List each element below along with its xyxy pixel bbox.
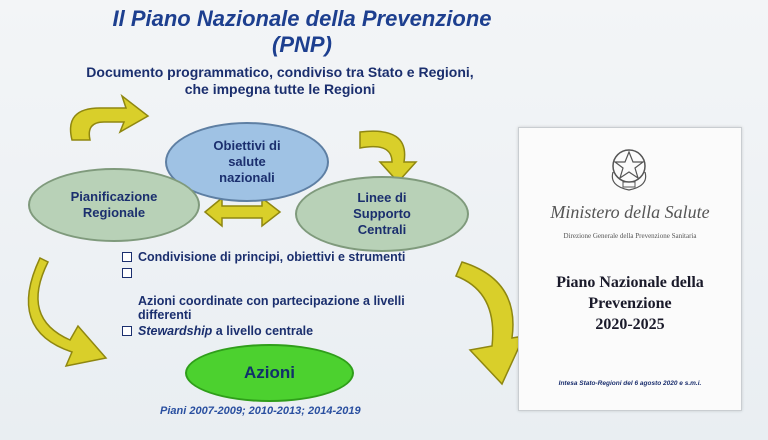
checkbox-icon xyxy=(122,252,132,262)
bullet-list xyxy=(120,250,470,340)
linee-ellipse xyxy=(295,176,469,252)
slide-title: Il Piano Nazionale della Prevenzione (PNP) xyxy=(112,6,492,57)
pianificazione-label: Pianificazione Regionale xyxy=(70,189,158,220)
double-arrow-icon xyxy=(205,198,280,226)
azioni-ellipse xyxy=(185,344,354,402)
bullet-item xyxy=(120,324,470,338)
checkbox-icon xyxy=(122,268,132,278)
document-cover xyxy=(518,127,742,411)
bullet-item xyxy=(120,250,470,264)
curved-arrow-icon xyxy=(71,96,148,140)
linee-label: Linee di Supporto Centrali xyxy=(353,190,411,237)
emblem-icon xyxy=(605,142,653,194)
checkbox-icon xyxy=(122,326,132,336)
bullet-text: a livello centrale xyxy=(212,324,314,338)
obiettivi-label: Obiettivi di salute nazionali xyxy=(213,138,281,185)
bullet-emphasis: Stewardship xyxy=(138,324,213,338)
curved-arrow-icon xyxy=(28,258,106,366)
pianificazione-ellipse xyxy=(28,168,200,242)
footer-note: Piani 2007-2009; 2010-2013; 2014-2019 xyxy=(160,405,361,417)
bullet-text: Condivisione di principi, obiettivi e strumenti xyxy=(138,250,406,264)
document-title: Piano Nazionale della Prevenzione 2020-2025 xyxy=(556,274,704,333)
intesa-note: Intesa Stato-Regioni del 6 agosto 2020 e s.m.i. xyxy=(558,380,702,387)
bullet-text: Azioni coordinate con partecipazione a livelli differenti xyxy=(138,294,405,322)
ministry-name: Ministero della Salute xyxy=(550,202,710,222)
bullet-item xyxy=(120,266,470,322)
department-name: Direzione Generale della Prevenzione Sanitaria xyxy=(563,232,697,240)
slide-subtitle: Documento programmatico, condiviso tra Stato e Regioni, che impegna tutte le Regioni xyxy=(86,64,474,97)
curved-arrow-icon xyxy=(360,131,416,182)
azioni-label: Azioni xyxy=(244,363,295,382)
